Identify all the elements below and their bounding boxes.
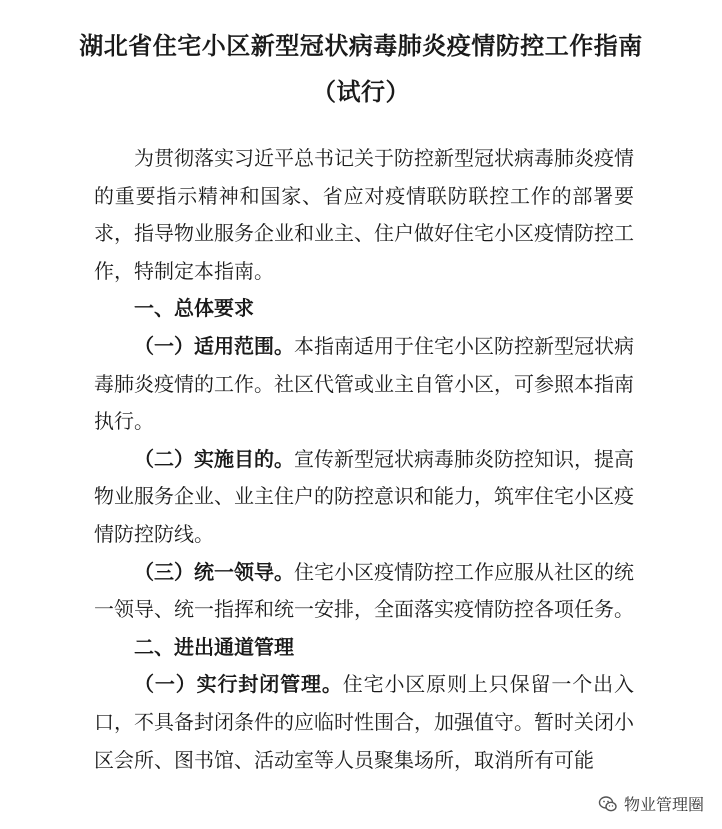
section-item xyxy=(94,666,634,779)
watermark xyxy=(594,790,708,817)
document-subtitle: （试行） xyxy=(312,77,410,106)
item-text: 宣传新型冠状病毒肺炎防控知识，提高物业服务企业、业主住户的防控意识和能力，筑牢住宅小区疫情防控防线。 xyxy=(94,446,634,546)
intro-paragraph: 为贯彻落实习近平总书记关于防控新型冠状病毒肺炎疫情的重要指示精神和国家、省应对疫情联防联控工作的部署要求，指导物业服务企业和业主、住户做好住宅小区疫情防控工作，特制定本指南。 xyxy=(94,146,634,283)
section-item xyxy=(94,554,634,629)
document-title: 湖北省住宅小区新型冠状病毒肺炎疫情防控工作指南 xyxy=(79,31,643,60)
item-lead: （二）实施目的。 xyxy=(134,446,294,471)
item-text: 住宅小区疫情防控工作应服从社区的统一领导、统一指挥和统一安排，全面落实疫情防控各项任务。 xyxy=(94,559,634,622)
section-item xyxy=(94,441,634,554)
watermark-text: 物业管理圈 xyxy=(623,795,704,814)
wechat-icon xyxy=(598,794,618,814)
document-body xyxy=(94,140,634,779)
item-text: 本指南适用于住宅小区防控新型冠状病毒肺炎疫情的工作。社区代管或业主自管小区，可参照本指南执行。 xyxy=(94,333,634,434)
section-heading: 二、进出通道管理 xyxy=(134,634,294,659)
section-heading: 一、总体要求 xyxy=(134,296,254,321)
item-lead: （一）适用范围。 xyxy=(134,333,294,358)
section-item xyxy=(94,328,634,441)
item-lead: （三）统一领导。 xyxy=(134,559,294,584)
item-lead: （一）实行封闭管理。 xyxy=(134,672,343,697)
item-text: 住宅小区原则上只保留一个出入口，不具备封闭条件的应临时性围合，加强值守。暂时关闭小区会所、图书馆、活动室等人员聚集场所，取消所有可能 xyxy=(94,672,635,772)
